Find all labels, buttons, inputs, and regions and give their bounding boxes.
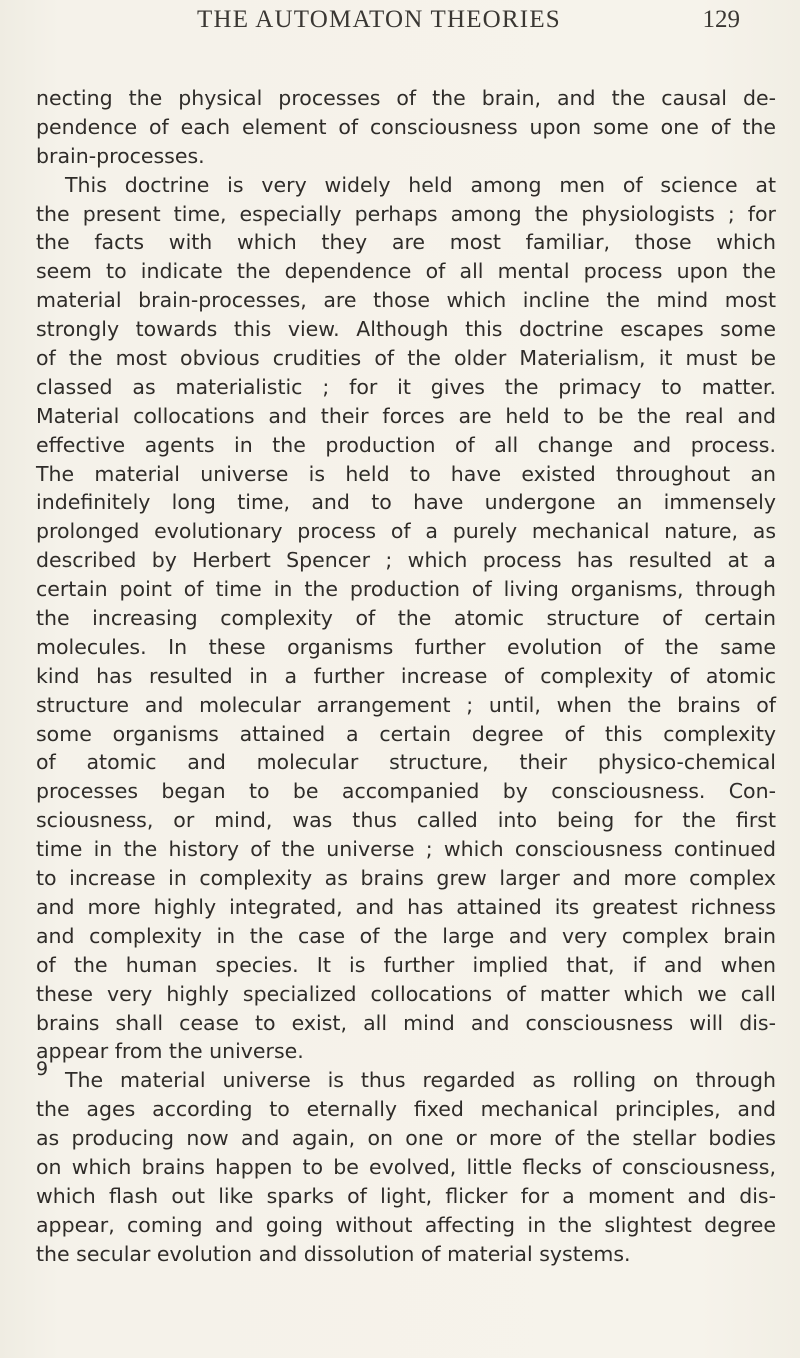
text-line: brains shall cease to exist, all mind and consciousness will dis- — [36, 1010, 776, 1035]
text-line: the present time, especially perhaps among the physiologists ; for — [36, 201, 776, 226]
text-line: The material universe is held to have existed throughout an — [36, 461, 776, 486]
text-line: of the most obvious crudities of the older Materialism, it must be — [36, 346, 776, 371]
text-line: Material collocations and their forces are held to be the real and — [36, 403, 776, 428]
text-line: some organisms attained a certain degree of this complexity — [36, 721, 776, 746]
text-line: brain-processes. — [36, 143, 205, 168]
text-line: the facts with which they are most familiar, those which — [36, 230, 776, 255]
text-line: on which brains happen to be evolved, little flecks of consciousness, — [36, 1154, 776, 1179]
text-line: which flash out like sparks of light, flicker for a moment and dis- — [36, 1183, 776, 1208]
text-line: and more highly integrated, and has attained its greatest richness — [36, 894, 776, 919]
text-line: time in the history of the universe ; which consciousness continued — [36, 837, 776, 862]
page-number: 129 — [702, 6, 740, 33]
text-line: the ages according to eternally fixed mechanical principles, and — [36, 1097, 776, 1122]
text-line: appear, coming and going without affecting in the slightest degree — [36, 1212, 776, 1237]
signature-mark: 9 — [36, 1058, 49, 1080]
text-line: strongly towards this view. Although this doctrine escapes some — [36, 317, 776, 342]
body-text — [36, 84, 776, 1269]
text-line: processes began to be accompanied by consciousness. Con- — [36, 779, 776, 804]
text-line: of atomic and molecular structure, their physico-chemical — [36, 750, 776, 775]
text-line: effective agents in the production of all change and process. — [36, 432, 776, 457]
text-line: classed as materialistic ; for it gives the primacy to matter. — [36, 374, 776, 399]
text-line: to increase in complexity as brains grew larger and more complex — [36, 866, 776, 891]
text-line: necting the physical processes of the brain, and the causal de- — [36, 86, 776, 110]
text-line: of the human species. It is further implied that, if and when — [36, 952, 776, 977]
running-title: THE AUTOMATON THEORIES — [197, 6, 561, 33]
text-line: kind has resulted in a further increase of complexity of atomic — [36, 663, 776, 688]
text-line: and complexity in the case of the large and very complex brain — [36, 923, 776, 948]
text-line: material brain-processes, are those which incline the mind most — [36, 288, 776, 313]
page-header — [0, 6, 800, 46]
text-line: the increasing complexity of the atomic structure of certain — [36, 606, 776, 631]
text-line: sciousness, or mind, was thus called into being for the first — [36, 808, 776, 833]
text-line: appear from the universe. — [36, 1039, 304, 1064]
text-line: the secular evolution and dissolution of material systems. — [36, 1241, 631, 1266]
text-line: pendence of each element of consciousness upon some one of the — [36, 114, 776, 139]
text-line: seem to indicate the dependence of all mental process upon the — [36, 259, 776, 284]
text-line: these very highly specialized collocations of matter which we call — [36, 981, 776, 1006]
text-line: prolonged evolutionary process of a purely mechanical nature, as — [36, 519, 776, 544]
text-line: The material universe is thus regarded as rolling on through — [65, 1068, 776, 1093]
text-line: indefinitely long time, and to have undergone an immensely — [36, 490, 776, 515]
text-line: described by Herbert Spencer ; which process has resulted at a — [36, 548, 776, 573]
text-line: This doctrine is very widely held among men of science at — [65, 172, 776, 197]
text-line: structure and molecular arrangement ; until, when the brains of — [36, 692, 776, 717]
text-line: certain point of time in the production of living organisms, through — [36, 577, 776, 602]
text-line: molecules. In these organisms further evolution of the same — [36, 634, 776, 659]
text-line: as producing now and again, on one or more of the stellar bodies — [36, 1126, 776, 1151]
